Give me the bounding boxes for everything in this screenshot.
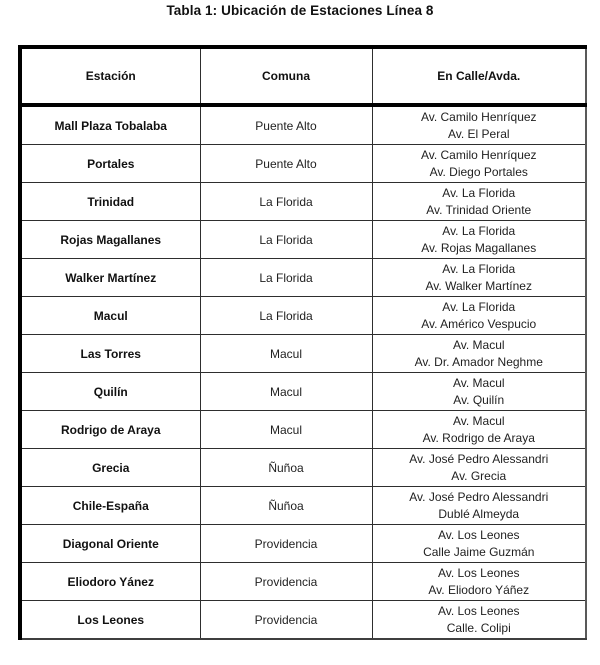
table-row <box>20 145 586 183</box>
street-line: Av. Los Leones <box>437 604 520 618</box>
comuna-cell: Puente Alto <box>200 145 372 183</box>
streets-cell <box>372 563 586 601</box>
comuna-cell: La Florida <box>200 183 372 221</box>
header-comuna: Comuna <box>200 47 372 105</box>
street-line: Av. Diego Portales <box>429 164 528 179</box>
street-line: Av. Grecia <box>451 468 507 483</box>
street-line: Av. Rodrigo de Araya <box>422 430 535 445</box>
streets-cell <box>372 335 586 373</box>
comuna-cell: Ñuñoa <box>200 487 372 525</box>
streets-cell <box>372 601 586 640</box>
table-caption: Tabla 1: Ubicación de Estaciones Línea 8 <box>166 3 434 18</box>
comuna-cell: Puente Alto <box>200 105 372 145</box>
table-row <box>20 411 586 449</box>
station-cell: Quilín <box>20 373 200 411</box>
comuna-cell: Ñuñoa <box>200 449 372 487</box>
table-row <box>20 373 586 411</box>
street-line: Av. La Florida <box>442 224 516 238</box>
street-line: Calle Jaime Guzmán <box>423 544 535 559</box>
comuna-cell: Macul <box>200 411 372 449</box>
streets-cell <box>372 259 586 297</box>
street-line: Av. Macul <box>452 338 505 352</box>
comuna-cell: Providencia <box>200 563 372 601</box>
station-cell: Walker Martínez <box>20 259 200 297</box>
table-row <box>20 525 586 563</box>
streets-cell <box>372 411 586 449</box>
street-line: Av. Macul <box>452 376 505 390</box>
table-row <box>20 449 586 487</box>
comuna-cell: La Florida <box>200 297 372 335</box>
stations-table-container <box>18 45 587 640</box>
comuna-cell: La Florida <box>200 259 372 297</box>
streets-cell <box>372 487 586 525</box>
table-row <box>20 601 586 640</box>
station-cell: Los Leones <box>20 601 200 640</box>
stations-table-header <box>20 47 586 105</box>
street-line: Av. Macul <box>452 414 505 428</box>
street-line: Av. Los Leones <box>437 528 520 542</box>
street-line: Calle. Colipi <box>446 620 511 635</box>
street-line: Av. Los Leones <box>437 566 520 580</box>
streets-cell <box>372 525 586 563</box>
street-line: Av. Eliodoro Yáñez <box>428 582 530 597</box>
streets-cell <box>372 297 586 335</box>
station-cell: Las Torres <box>20 335 200 373</box>
street-line: Av. Rojas Magallanes <box>421 240 537 255</box>
table-row <box>20 183 586 221</box>
table-row <box>20 297 586 335</box>
station-cell: Rodrigo de Araya <box>20 411 200 449</box>
table-row <box>20 487 586 525</box>
streets-cell <box>372 373 586 411</box>
station-table-body <box>20 105 586 639</box>
comuna-cell: Macul <box>200 335 372 373</box>
street-line: Av. Dr. Amador Neghme <box>414 354 543 369</box>
streets-cell <box>372 105 586 145</box>
streets-cell <box>372 183 586 221</box>
street-line: Av. La Florida <box>442 186 516 200</box>
station-cell: Chile-España <box>20 487 200 525</box>
stations-table <box>18 45 587 640</box>
station-cell: Trinidad <box>20 183 200 221</box>
street-line: Av. José Pedro Alessandri <box>409 452 549 466</box>
street-line: Av. El Peral <box>447 126 510 141</box>
table-row <box>20 335 586 373</box>
street-line: Av. Trinidad Oriente <box>426 202 532 217</box>
table-row <box>20 563 586 601</box>
header-row <box>20 47 586 105</box>
station-cell: Mall Plaza Tobalaba <box>20 105 200 145</box>
comuna-cell: Providencia <box>200 525 372 563</box>
street-line: Av. Américo Vespucio <box>421 316 537 331</box>
street-line: Av. La Florida <box>442 300 516 314</box>
street-line: Av. Walker Martínez <box>425 278 532 293</box>
street-line: Av. Camilo Henríquez <box>420 110 537 124</box>
station-cell: Rojas Magallanes <box>20 221 200 259</box>
street-line: Av. José Pedro Alessandri <box>409 490 549 504</box>
streets-cell <box>372 145 586 183</box>
streets-cell <box>372 221 586 259</box>
street-line: Dublé Almeyda <box>438 506 520 521</box>
station-cell: Portales <box>20 145 200 183</box>
header-estacion: Estación <box>20 47 200 105</box>
table-row <box>20 105 586 145</box>
station-cell: Eliodoro Yánez <box>20 563 200 601</box>
table-row <box>20 259 586 297</box>
station-cell: Grecia <box>20 449 200 487</box>
table-row <box>20 221 586 259</box>
station-cell: Macul <box>20 297 200 335</box>
street-line: Av. Quilín <box>453 392 505 407</box>
comuna-cell: Providencia <box>200 601 372 640</box>
header-calle-avda: En Calle/Avda. <box>372 47 586 105</box>
station-cell: Diagonal Oriente <box>20 525 200 563</box>
comuna-cell: La Florida <box>200 221 372 259</box>
streets-cell <box>372 449 586 487</box>
comuna-cell: Macul <box>200 373 372 411</box>
street-line: Av. Camilo Henríquez <box>420 148 537 162</box>
street-line: Av. La Florida <box>442 262 516 276</box>
